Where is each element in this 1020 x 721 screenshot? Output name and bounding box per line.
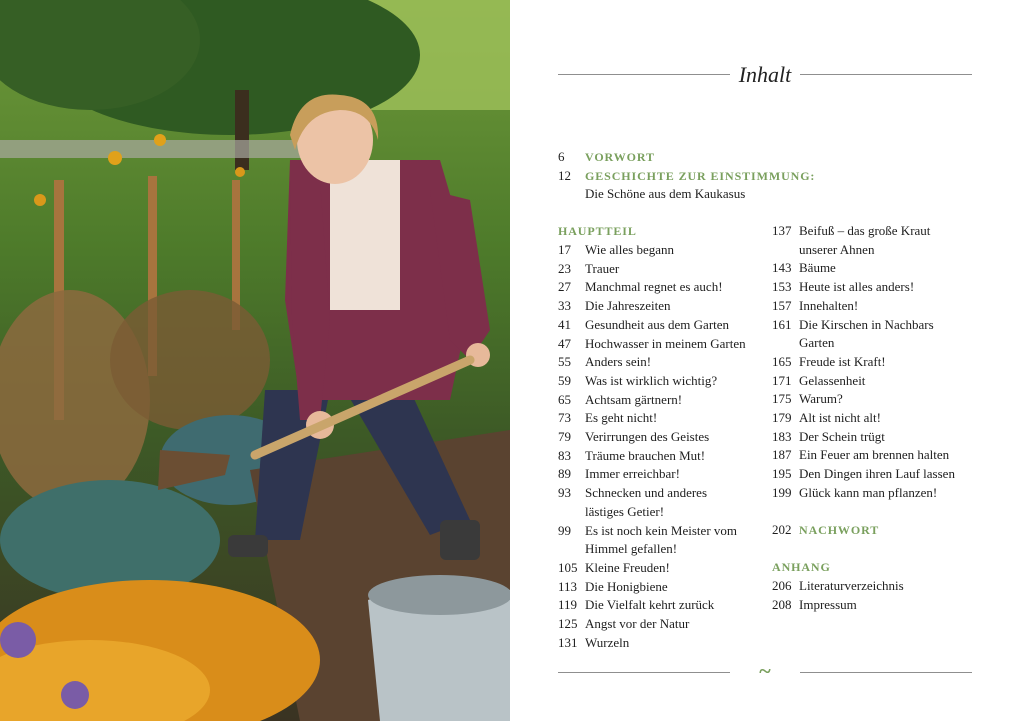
toc-entry-title: Den Dingen ihren Lauf lassen <box>799 466 955 482</box>
toc-entry-title: Die Honigbiene <box>585 578 668 594</box>
toc-entry-title: Der Schein trügt <box>799 428 885 444</box>
toc-entry-page: 165 <box>772 353 792 369</box>
toc-entry-page: 113 <box>558 578 578 594</box>
toc-entry-title: Heute ist alles anders! <box>799 279 915 295</box>
toc-entry-page: 125 <box>558 616 578 631</box>
toc-entry-page: 157 <box>772 297 792 313</box>
toc-entry-title: Himmel gefallen! <box>585 541 678 557</box>
page-title: Inhalt <box>738 62 792 87</box>
toc-entry-title: GESCHICHTE ZUR EINSTIMMUNG: <box>585 168 816 183</box>
toc-entry-title: Warum? <box>799 391 843 407</box>
toc-entry-page: 161 <box>772 316 792 332</box>
toc-entry-title: Glück kann man pflanzen! <box>799 484 938 500</box>
toc-entry-title: Bäume <box>799 260 836 276</box>
toc-entry-title: Immer erreichbar! <box>585 466 680 482</box>
toc-entry-title: Es geht nicht! <box>585 410 658 426</box>
toc-entry-page: 27 <box>558 279 571 295</box>
toc-entry-page: 105 <box>558 559 578 575</box>
toc-entry-title: Die Jahreszeiten <box>585 298 671 314</box>
toc-entry-title: Freude ist Kraft! <box>799 353 886 369</box>
toc-entry-title: Impressum <box>799 596 857 612</box>
toc-entry-title: Die Vielfalt kehrt zurück <box>585 597 715 613</box>
title-rule-right <box>800 74 972 75</box>
toc-entry-page: 195 <box>772 466 792 482</box>
toc-entry-page: 206 <box>772 578 792 593</box>
toc-entry-title: Die Kirschen in Nachbars <box>799 316 934 332</box>
section-heading-hauptteil: HAUPTTEIL <box>558 224 637 238</box>
toc-entry-title: Literaturverzeichnis <box>799 578 904 593</box>
toc-entry-page: 83 <box>558 447 571 463</box>
toc-entry-title: Hochwasser in meinem Garten <box>585 335 746 351</box>
toc-entry-title: Beifuß – das große Kraut <box>799 223 931 238</box>
toc-entry-page: 23 <box>558 260 571 276</box>
toc-entry-title: Die Schöne aus dem Kaukasus <box>585 186 746 202</box>
bottom-rule-right <box>800 672 972 673</box>
toc-entry-title: Was ist wirklich wichtig? <box>585 372 718 388</box>
toc-entry-page: 175 <box>772 391 792 407</box>
toc-entry-page: 79 <box>558 429 571 444</box>
toc-entry-page: 47 <box>558 335 571 351</box>
toc-entry-title: unserer Ahnen <box>799 241 875 257</box>
toc-entry-title: Alt ist nicht alt! <box>799 410 881 425</box>
toc-entry-title: Garten <box>799 335 835 351</box>
toc-entry-title: Anders sein! <box>585 354 652 370</box>
toc-entry-page: 41 <box>558 316 571 332</box>
section-heading-anhang: ANHANG <box>772 560 831 574</box>
toc-entry-title: Wurzeln <box>585 634 630 650</box>
toc-entry-page: 137 <box>772 223 792 238</box>
toc-entry-title: NACHWORT <box>799 523 880 537</box>
toc-entry-page: 183 <box>772 428 792 444</box>
toc-entry-page: 93 <box>558 485 571 501</box>
toc-entry-title: Träume brauchen Mut! <box>585 447 706 463</box>
toc-entry-page: 119 <box>558 597 578 613</box>
toc-entry-title: Gelassenheit <box>799 372 866 388</box>
toc-entry-title: Innehalten! <box>799 297 859 313</box>
toc-entry-page: 33 <box>558 298 571 314</box>
toc-entry-title: Angst vor der Natur <box>585 616 690 631</box>
toc-entry-title: Ein Feuer am brennen halten <box>799 447 950 463</box>
toc-entry-page: 171 <box>772 372 792 388</box>
toc-entry-page: 153 <box>772 279 792 295</box>
toc-entry-title: Es ist noch kein Meister vom <box>585 522 738 538</box>
toc-entry-page: 202 <box>772 522 792 537</box>
toc-entry-title: Manchmal regnet es auch! <box>585 279 723 295</box>
toc-entry-page: 187 <box>772 447 792 463</box>
toc-entry-title: Trauer <box>585 260 620 276</box>
toc-entry-page: 199 <box>772 484 792 500</box>
toc-entry-page: 12 <box>558 167 571 183</box>
toc-entry-title: Verirrungen des Geistes <box>585 429 710 444</box>
toc-entry-page: 73 <box>558 410 571 426</box>
toc-entry-page: 55 <box>558 354 571 370</box>
toc-entry-page: 6 <box>558 149 565 164</box>
toc-entry-page: 208 <box>772 596 792 612</box>
toc-entry-title: Achtsam gärtnern! <box>585 391 683 407</box>
toc-entry-title: Gesundheit aus dem Garten <box>585 316 730 332</box>
toc-entry-title: Schnecken und anderes <box>585 485 708 501</box>
tilde-ornament: ~ <box>759 658 771 683</box>
toc-entry-page: 59 <box>558 372 571 388</box>
toc-entry-title: Kleine Freuden! <box>585 559 670 575</box>
toc-entry-page: 65 <box>558 391 571 407</box>
toc-entry-page: 99 <box>558 522 571 538</box>
toc-page <box>510 0 1020 721</box>
toc-entry-page: 17 <box>558 242 571 257</box>
bottom-ornament-row <box>558 658 972 683</box>
toc-entry-page: 89 <box>558 466 571 482</box>
toc-entry-page: 143 <box>772 260 792 276</box>
toc-entry-page: 179 <box>772 410 792 425</box>
toc-entry-title: Wie alles begann <box>585 242 674 257</box>
toc-entry-title: lästiges Getier! <box>585 503 665 519</box>
title-row <box>558 60 972 90</box>
toc-entry-title: VORWORT <box>585 150 655 164</box>
toc-entry-page: 131 <box>558 634 578 650</box>
